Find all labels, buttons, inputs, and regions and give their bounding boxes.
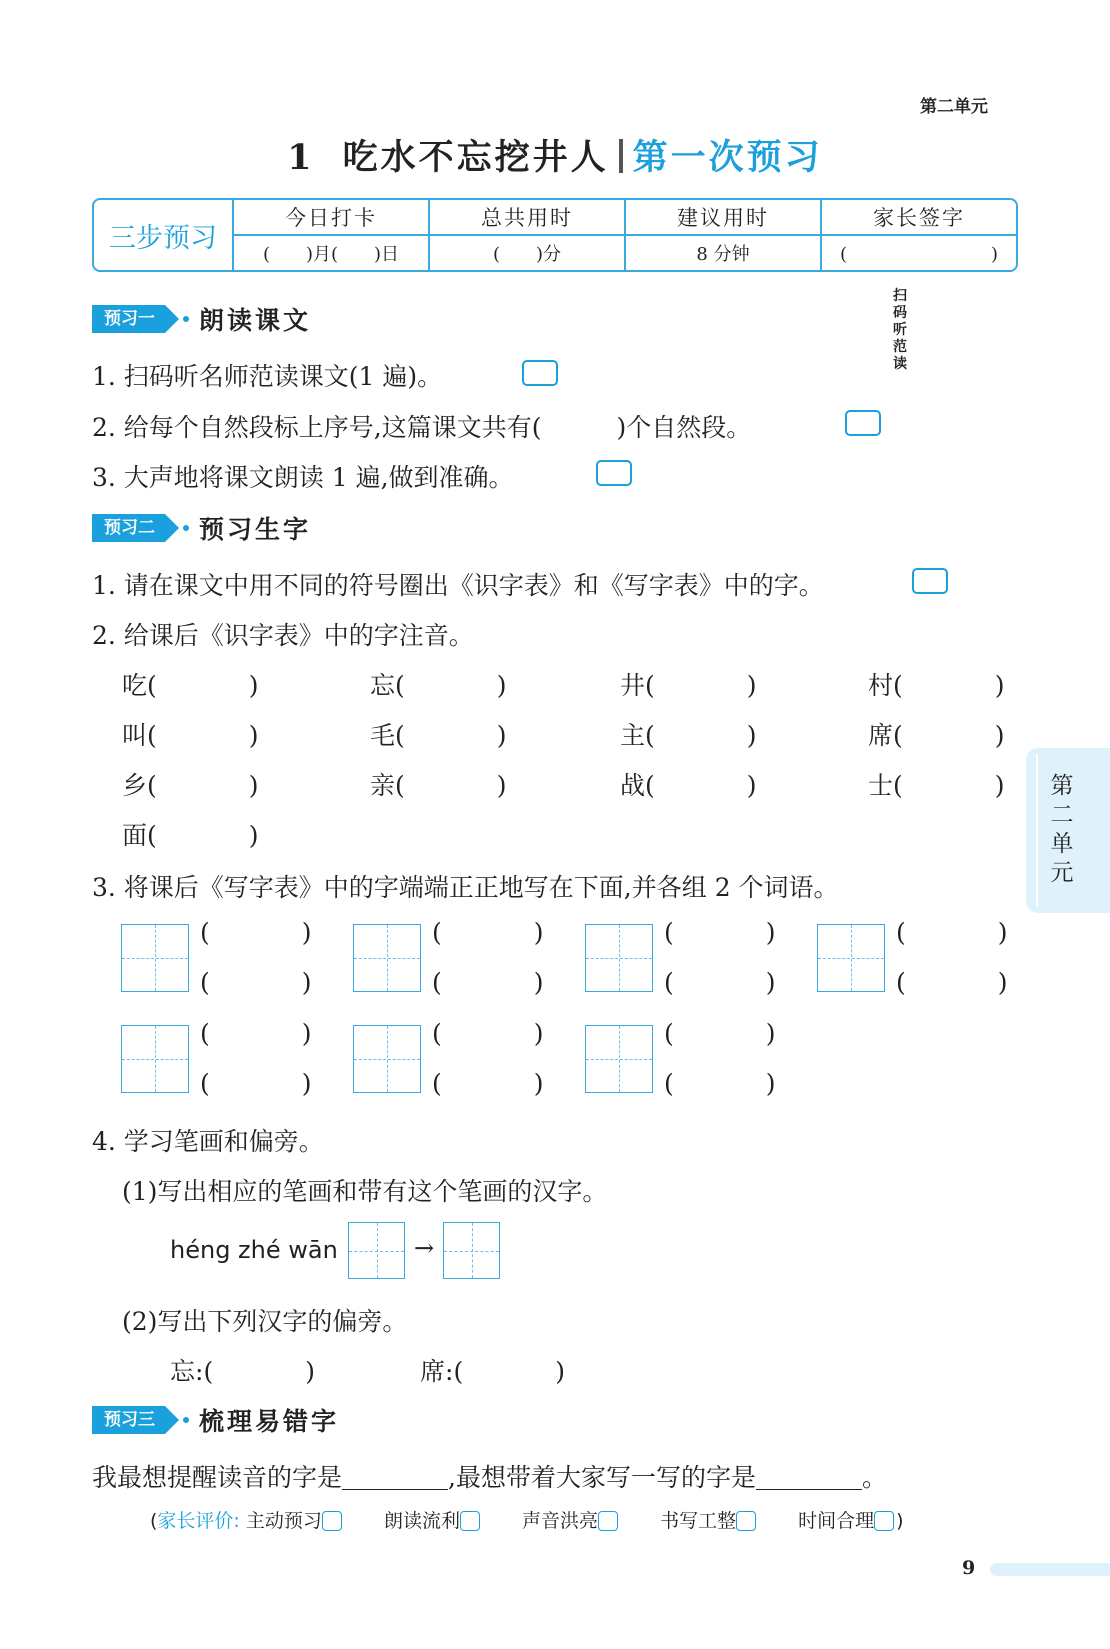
pinyin-char: 席 bbox=[868, 721, 894, 750]
task-line: 2. 给每个自然段标上序号,这篇课文共有( )个自然段。 bbox=[92, 413, 752, 442]
scan-qr-label: 扫码听范读 bbox=[893, 288, 907, 372]
pinyin-char: 面 bbox=[122, 821, 148, 850]
info-header: 建议用时 bbox=[626, 200, 820, 236]
writing-grid[interactable] bbox=[585, 1025, 653, 1093]
arrow-icon bbox=[183, 525, 189, 531]
word-blank[interactable]: ( ) bbox=[896, 968, 1008, 997]
pinyin-char: 毛 bbox=[370, 721, 396, 750]
arrow-right-icon: → bbox=[414, 1234, 435, 1262]
character-grid[interactable] bbox=[443, 1222, 500, 1279]
section-header-2 bbox=[92, 512, 311, 544]
task-line: 1. 扫码听名师范读课文(1 遍)。 bbox=[92, 362, 443, 391]
title-divider bbox=[619, 139, 623, 173]
word-blank[interactable]: ( ) bbox=[432, 1069, 544, 1098]
eval-checkbox[interactable] bbox=[322, 1511, 342, 1531]
info-value: ( )分 bbox=[492, 244, 562, 265]
page-bar bbox=[990, 1563, 1110, 1576]
writing-grid[interactable] bbox=[353, 924, 421, 992]
word-blank[interactable]: ( ) bbox=[200, 918, 312, 947]
lesson-name: 吃水不忘挖井人 bbox=[342, 138, 609, 178]
checkbox[interactable] bbox=[596, 460, 632, 486]
word-blank[interactable]: ( ) bbox=[896, 918, 1008, 947]
word-blank[interactable]: ( ) bbox=[432, 918, 544, 947]
pinyin-char: 吃 bbox=[122, 671, 148, 700]
section-tag: 预习三 bbox=[92, 1406, 165, 1434]
eval-item: 时间合理 bbox=[798, 1510, 875, 1532]
task-line: 2. 给课后《识字表》中的字注音。 bbox=[92, 621, 474, 650]
arrow-icon bbox=[183, 316, 189, 322]
word-blank[interactable]: ( ) bbox=[200, 1019, 312, 1048]
sentence-part: 。 bbox=[861, 1463, 887, 1492]
pinyin-char: 士 bbox=[868, 771, 894, 800]
word-blank[interactable]: ( ) bbox=[432, 1019, 544, 1048]
eval-item: 声音洪亮 bbox=[522, 1510, 599, 1532]
eval-checkbox[interactable] bbox=[460, 1511, 480, 1531]
checkbox[interactable] bbox=[845, 410, 881, 436]
writing-grid[interactable] bbox=[585, 924, 653, 992]
eval-checkbox[interactable] bbox=[598, 1511, 618, 1531]
lesson-subtitle: 第一次预习 bbox=[632, 138, 823, 178]
answer-blank[interactable] bbox=[342, 1464, 448, 1490]
parent-evaluation bbox=[150, 1506, 904, 1533]
radical-item: 席:( ) bbox=[420, 1357, 565, 1386]
page-number: 9 bbox=[962, 1557, 976, 1579]
eval-label: 家长评价: bbox=[157, 1510, 240, 1532]
sentence-part: 我最想提醒读音的字是 bbox=[92, 1463, 343, 1492]
section-header-3 bbox=[92, 1404, 339, 1436]
answer-blank[interactable] bbox=[756, 1464, 862, 1490]
stroke-grid[interactable] bbox=[348, 1222, 405, 1279]
eval-item: 主动预习 bbox=[245, 1510, 322, 1532]
info-value: 8 分钟 bbox=[696, 244, 750, 265]
section-name: 预习生字 bbox=[199, 515, 312, 544]
info-col-suggested-time bbox=[626, 200, 822, 270]
task-line: (2)写出下列汉字的偏旁。 bbox=[122, 1307, 408, 1336]
task-line: 3. 将课后《写字表》中的字端端正正地写在下面,并各组 2 个词语。 bbox=[92, 873, 839, 902]
section-tag: 预习一 bbox=[92, 305, 165, 333]
info-header: 今日打卡 bbox=[234, 200, 428, 236]
pinyin-char: 井 bbox=[620, 671, 646, 700]
lesson-title bbox=[0, 130, 1110, 180]
eval-item: 书写工整 bbox=[660, 1510, 737, 1532]
writing-grid[interactable] bbox=[121, 1025, 189, 1093]
pinyin-char: 村 bbox=[868, 671, 894, 700]
word-blank[interactable]: ( ) bbox=[432, 968, 544, 997]
info-value: ( ) bbox=[839, 244, 999, 265]
pinyin-char: 亲 bbox=[370, 771, 396, 800]
info-col-parent-sign bbox=[822, 200, 1016, 270]
unit-label: 第二单元 bbox=[920, 97, 988, 117]
checkbox[interactable] bbox=[522, 360, 558, 386]
checkbox[interactable] bbox=[912, 568, 948, 594]
task-line: 3. 大声地将课文朗读 1 遍,做到准确。 bbox=[92, 463, 514, 492]
eval-close-paren: ) bbox=[896, 1510, 904, 1532]
word-blank[interactable]: ( ) bbox=[664, 918, 776, 947]
lesson-number: 1 bbox=[287, 137, 315, 178]
section-name: 朗读课文 bbox=[199, 306, 312, 335]
pinyin-char: 主 bbox=[620, 721, 646, 750]
writing-grid[interactable] bbox=[353, 1025, 421, 1093]
radical-item: 忘:( ) bbox=[170, 1357, 315, 1386]
word-blank[interactable]: ( ) bbox=[200, 1069, 312, 1098]
word-blank[interactable]: ( ) bbox=[664, 1019, 776, 1048]
info-table-lead: 三步预习 bbox=[94, 200, 234, 270]
pinyin-char: 忘 bbox=[370, 671, 396, 700]
word-blank[interactable]: ( ) bbox=[664, 968, 776, 997]
eval-item: 朗读流利 bbox=[383, 1510, 460, 1532]
task-line: (1)写出相应的笔画和带有这个笔画的汉字。 bbox=[122, 1177, 608, 1206]
stroke-pinyin: héng zhé wān bbox=[170, 1236, 338, 1264]
info-header: 总共用时 bbox=[430, 200, 624, 236]
unit-side-tab bbox=[1026, 748, 1110, 913]
radical-char: 忘 bbox=[170, 1357, 196, 1386]
info-header: 家长签字 bbox=[822, 200, 1016, 236]
eval-checkbox[interactable] bbox=[736, 1511, 756, 1531]
info-col-total-time bbox=[430, 200, 626, 270]
section-tag: 预习二 bbox=[92, 514, 165, 542]
word-blank[interactable]: ( ) bbox=[664, 1069, 776, 1098]
preview-info-table bbox=[92, 198, 1018, 272]
writing-grid[interactable] bbox=[121, 924, 189, 992]
sentence-part: ,最想带着大家写一写的字是 bbox=[448, 1463, 756, 1492]
writing-grid[interactable] bbox=[817, 924, 885, 992]
section-name: 梳理易错字 bbox=[199, 1407, 340, 1436]
eval-checkbox[interactable] bbox=[874, 1511, 894, 1531]
pinyin-char: 乡 bbox=[122, 771, 148, 800]
arrow-icon bbox=[183, 1417, 189, 1423]
word-blank[interactable]: ( ) bbox=[200, 968, 312, 997]
section-header-1 bbox=[92, 303, 311, 335]
reflection-sentence bbox=[92, 1458, 887, 1494]
eval-open-paren: ( bbox=[150, 1510, 158, 1532]
side-tab-label: 第二单元 bbox=[1050, 773, 1074, 886]
task-line: 1. 请在课文中用不同的符号圈出《识字表》和《写字表》中的字。 bbox=[92, 571, 824, 600]
radical-char: 席 bbox=[420, 1357, 446, 1386]
task-line: 4. 学习笔画和偏旁。 bbox=[92, 1127, 324, 1156]
info-col-checkin bbox=[234, 200, 430, 270]
info-value: ( )月( )日 bbox=[262, 244, 400, 265]
pinyin-char: 战 bbox=[620, 771, 646, 800]
pinyin-char: 叫 bbox=[122, 721, 148, 750]
